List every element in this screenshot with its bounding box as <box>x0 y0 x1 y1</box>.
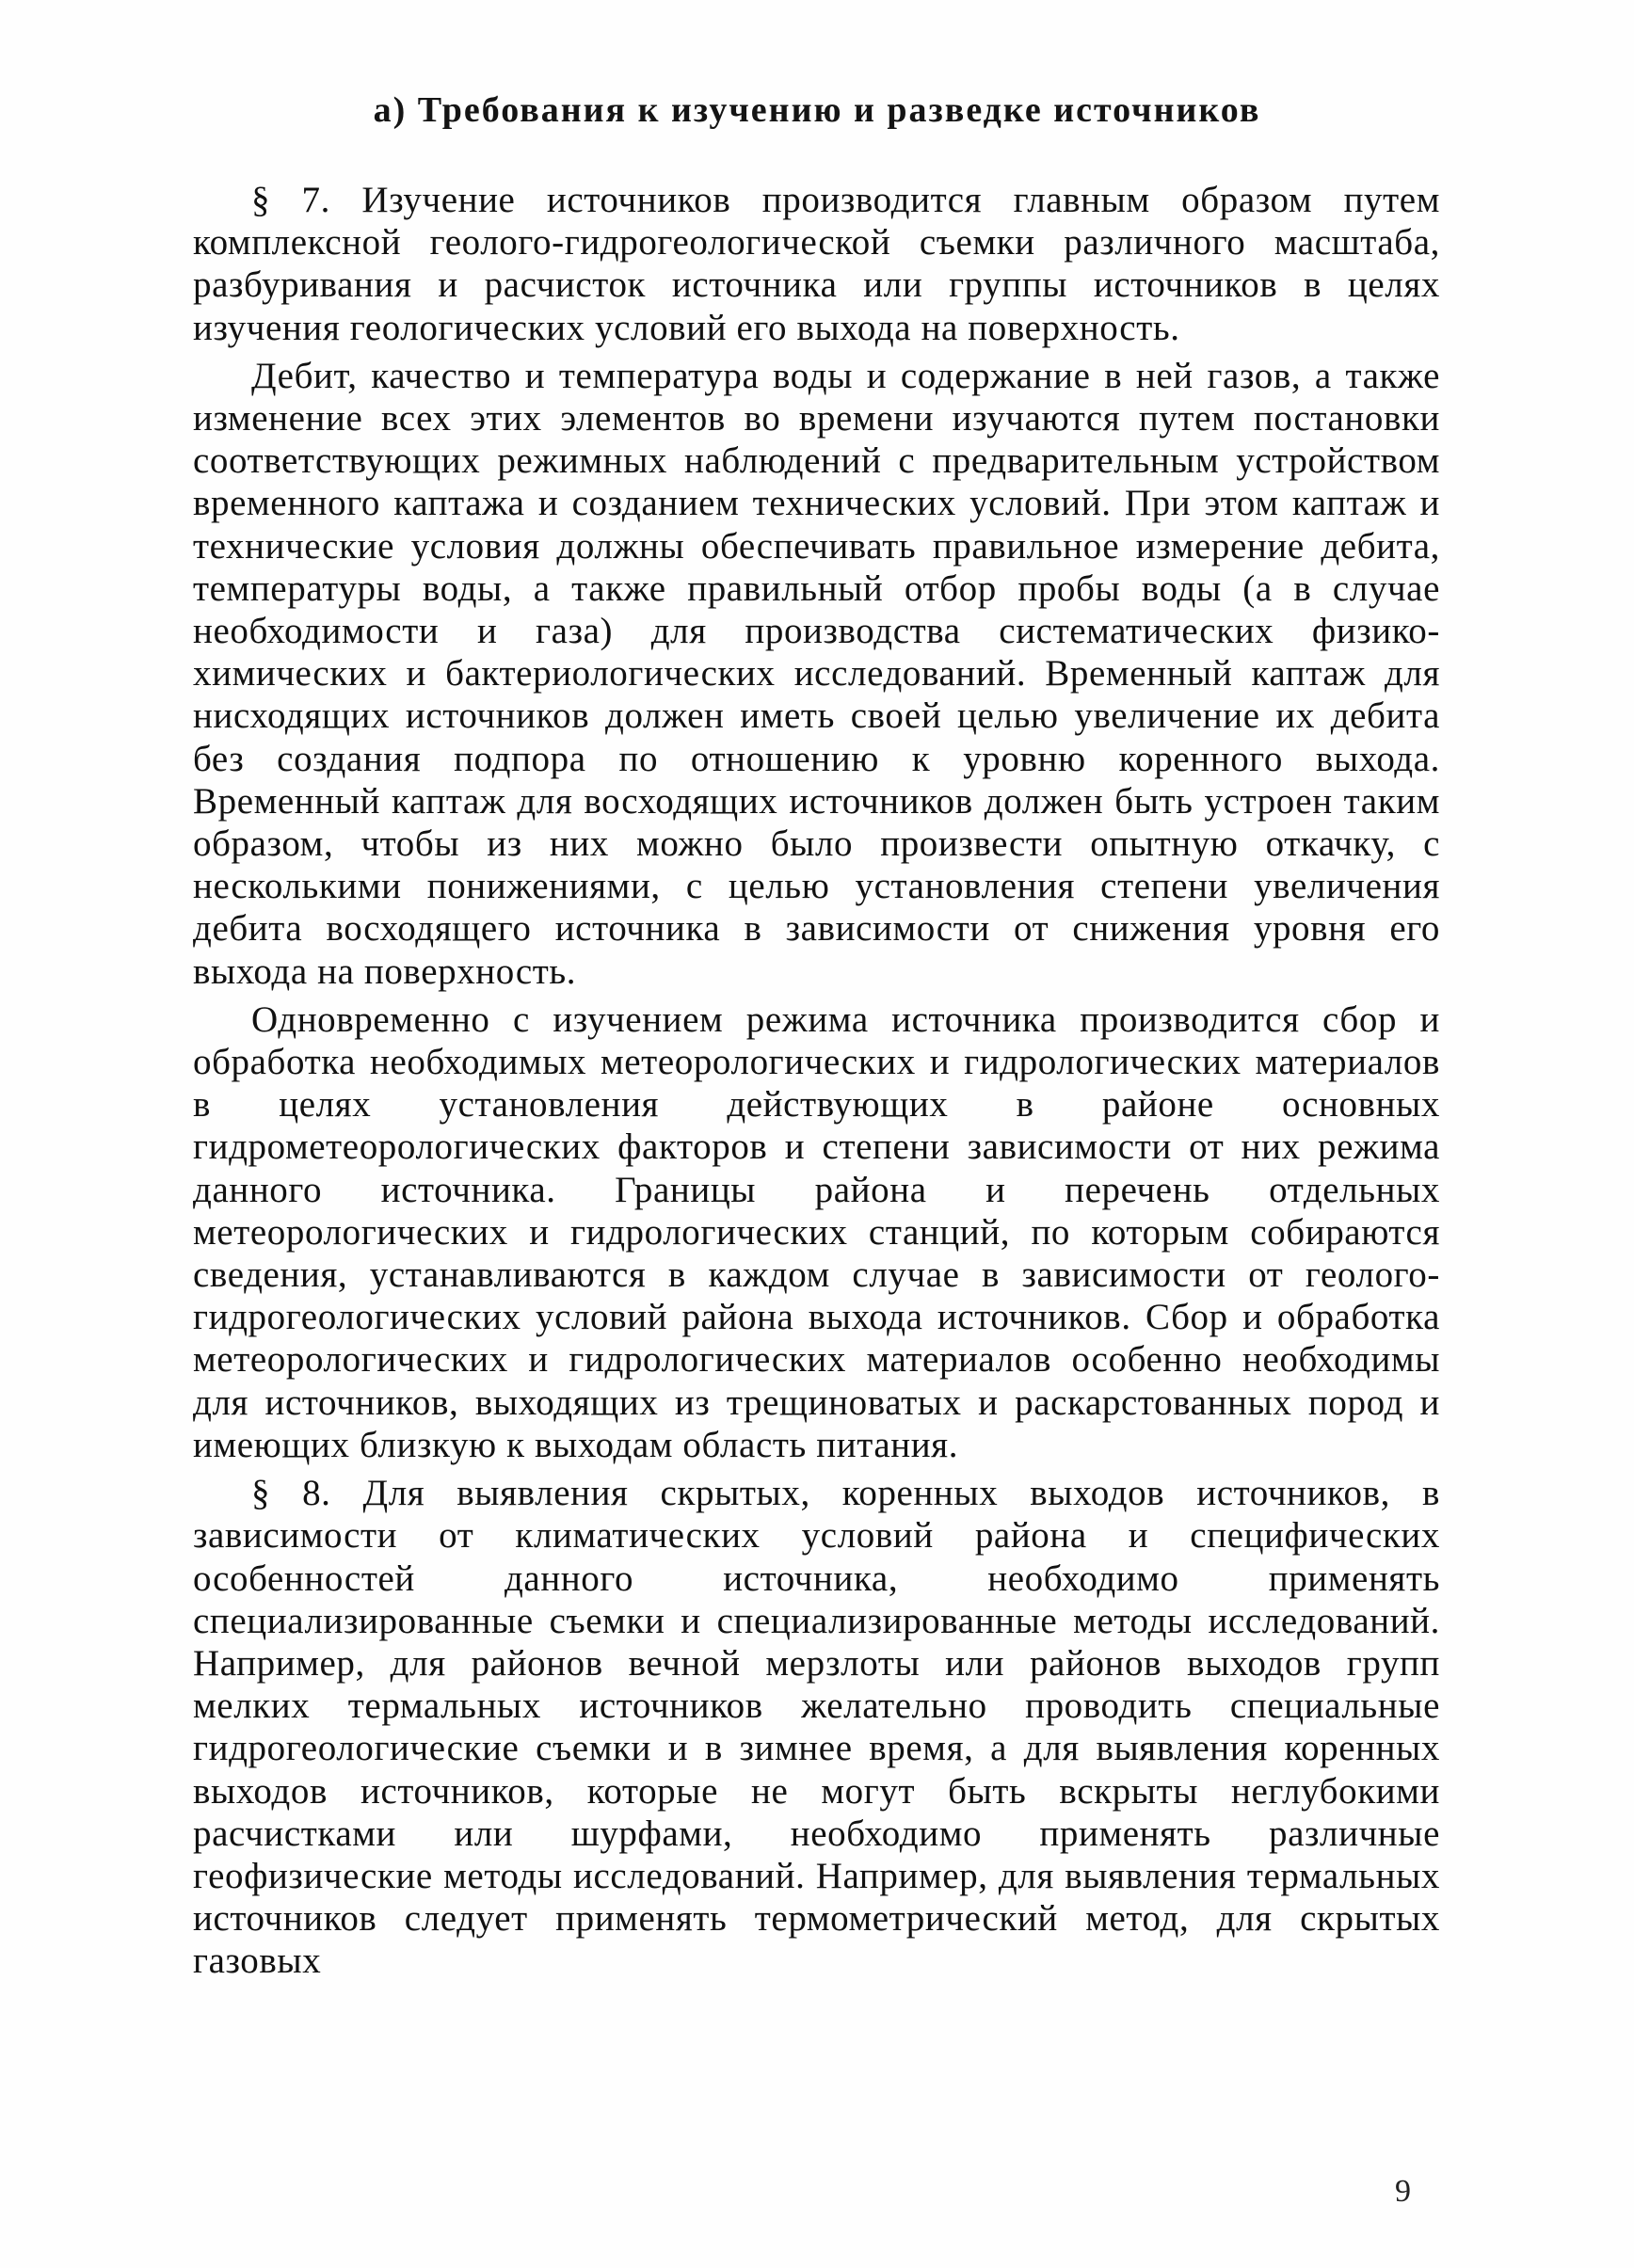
page-number: 9 <box>1395 2174 1411 2209</box>
section-heading: а) Требования к изучению и разведке источников <box>373 90 1261 130</box>
paragraph-debit-quality: Дебит, качество и температура воды и содержание в ней газов, а также изменение всех этих элементов во времени изучаются путем постановки соответствующих режимных наблюдений с предварительным устройством временного каптажа и созданием технических условий. При этом каптаж и технические условия должны обеспечивать правильное измерение дебита, температуры воды, а также правильный отбор пробы воды (а в случае необходимости и газа) для производства систематических физико-химических и бактериологических исследований. Временный каптаж для нисходящих источников должен иметь своей целью увеличение их дебита без создания подпора по отношению к уровню коренного выхода. Временный каптаж для восходящих источников должен быть устроен таким образом, чтобы из них можно было произвести опытную откачку, с несколькими понижениями, с целью установления степени увеличения дебита восходящего источника в зависимости от снижения уровня его выхода на поверхность. <box>193 355 1440 992</box>
paragraph-section-8: § 8. Для выявления скрытых, коренных выходов источников, в зависимости от климатических условий района и специфических особенностей данного источника, необходимо применять специализированные съемки и специализированные методы исследований. Например, для районов вечной мерзлоты или районов выходов групп мелких термальных источников желательно проводить специальные гидрогеологические съемки и в зимнее время, а для выявления коренных выходов источников, которые не могут быть вскрыты неглубокими расчистками или шурфами, необходимо применять различные геофизические методы исследований. Например, для выявления термальных источников следует применять термометрический метод, для скрытых газовых <box>193 1473 1440 1982</box>
body-text <box>193 179 1440 1988</box>
paragraph-meteorological-data: Одновременно с изучением режима источника производится сбор и обработка необходимых метеорологических и гидрологических материалов в целях установления действующих в районе основных гидрометеорологических факторов и степени зависимости от них режима данного источника. Границы района и перечень отдельных метеорологических и гидрологических станций, по которым собираются сведения, устанавливаются в каждом случае в зависимости от геолого-гидрогеологических условий района выхода источников. Сбор и обработка метеорологических и гидрологических материалов особенно необходимы для источников, выходящих из трещиноватых и раскарстованных пород и имеющих близкую к выходам область питания. <box>193 998 1440 1465</box>
paragraph-section-7: § 7. Изучение источников производится главным образом путем комплексной геолого-гидрогеологической съемки различного масштаба, разбуривания и расчисток источника или группы источников в целях изучения геологических условий его выхода на поверхность. <box>193 180 1440 348</box>
